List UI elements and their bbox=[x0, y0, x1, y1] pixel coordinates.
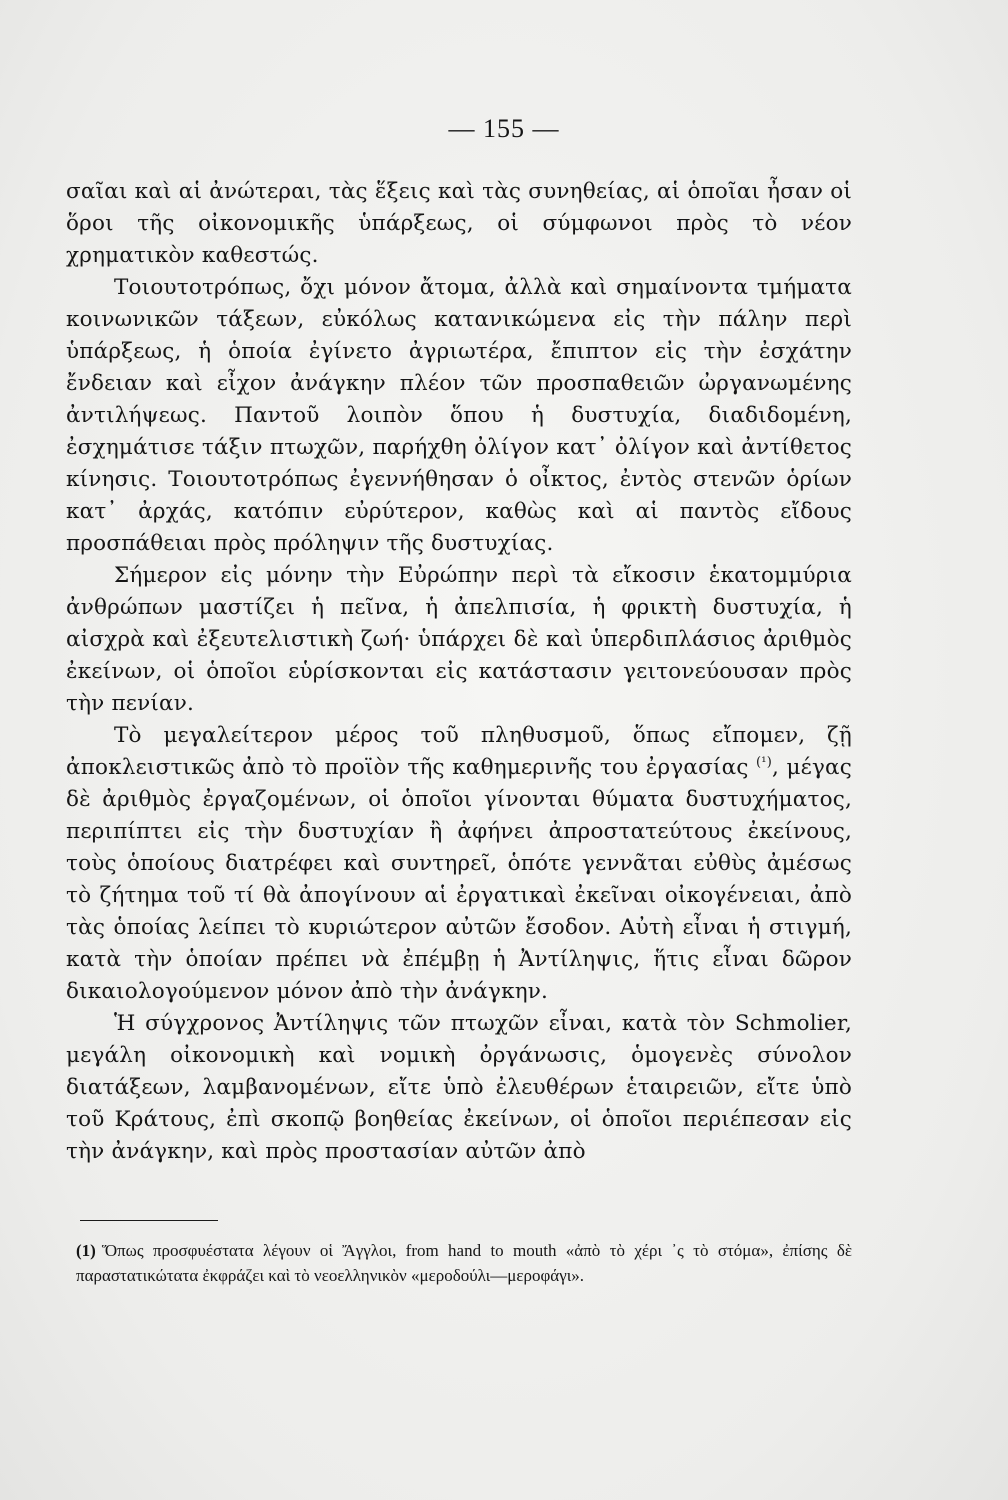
paragraph-2: Σήμερον εἰς μόνην τὴν Εὐρώπην περὶ τὰ εἴκοσιν ἑκατομμύρια ἀνθρώπων μαστίζει ἡ πεῖνα, ἡ ἀπελπισία, ἡ φρικτὴ δυστυχία, ἡ αἰσχρὰ καὶ ἐξευτελιστικὴ ζωή· ὑπάρχει δὲ καὶ ὑπερδιπλάσιος ἀριθμὸς ἐκείνων, οἱ ὁποῖοι εὑρίσκονται εἰς κατάστασιν γειτονεύουσαν πρὸς τὴν πενίαν. bbox=[66, 563, 852, 716]
paragraph-4: Ἡ σύγχρονος Ἀντίληψις τῶν πτωχῶν εἶναι, κατὰ τὸν Schmolier, μεγάλη οἰκονομικὴ καὶ νομικὴ ὀργάνωσις, ὁμογενὲς σύνολον διατάξεων, λαμβανομένων, εἴτε ὑπὸ ἐλευθέρων ἑταιρειῶν, εἴτε ὑπὸ τοῦ Κράτους, ἐπὶ σκοπῷ βοηθείας ἐκείνων, οἱ ὁποῖοι περιέπεσαν εἰς τὴν ἀνάγκην, καὶ πρὸς προστασίαν αὐτῶν ἀπὸ bbox=[66, 1011, 852, 1164]
paragraph-3-part-2: , μέγας δὲ ἀριθμὸς ἐργαζομένων, οἱ ὁποῖοι γίνονται θύματα δυστυχήματος, περιπίπτει εἰς τὴν δυστυχίαν ἢ ἀφήνει ἀπροστατεύτους ἐκείνους, τοὺς ὁποίους διατρέφει καὶ συντηρεῖ, ὁπότε γεννᾶται εὐθὺς ἀμέσως τὸ ζήτημα τοῦ τί θὰ ἀπογίνουν αἱ ἐργατικαὶ ἐκεῖναι οἰκογένειαι, ἀπὸ τὰς ὁποίας λείπει τὸ κυριώτερον αὐτῶν ἔσοδον. Αὐτὴ εἶναι ἡ στιγμή, κατὰ τὴν ὁποίαν πρέπει νὰ ἐπέμβῃ ἡ Ἀντίληψις, ἥτις εἶναι δῶρον δικαιολογούμενον μόνον ἀπὸ τὴν ἀνάγκην. bbox=[66, 755, 852, 1004]
page-number: — 155 — bbox=[448, 114, 560, 143]
footnote bbox=[76, 1238, 852, 1288]
footnote-divider bbox=[80, 1220, 218, 1221]
paragraph-3-part-1: Τὸ μεγαλείτερον μέρος τοῦ πληθυσμοῦ, ὅπως εἴπομεν, ζῇ ἀποκλειστικῶς ἀπὸ τὸ προϊὸν τῆς καθημερινῆς του ἐργασίας bbox=[66, 723, 852, 780]
footnote-text: Ὅπως προσφυέστατα λέγουν οἱ Ἄγγλοι, from hand to mouth «ἀπὸ τὸ χέρι ᾽ς τὸ στόμα», ἐπίσης δὲ παραστατικώτατα ἐκφράζει καὶ τὸ νεοελληνικὸν «μεροδούλι—μεροφάγι». bbox=[76, 1241, 852, 1285]
paragraph-3 bbox=[66, 720, 852, 1008]
footnote-marker: (1) bbox=[76, 1241, 96, 1260]
paragraph-1: Τοιουτοτρόπως, ὄχι μόνον ἄτομα, ἀλλὰ καὶ σημαίνοντα τμήματα κοινωνικῶν τάξεων, εὐκόλως κατανικώμενα εἰς τὴν πάλην περὶ ὑπάρξεως, ἡ ὁποία ἐγίνετο ἀγριωτέρα, ἔπιπτον εἰς τὴν ἐσχάτην ἔνδειαν καὶ εἶχον ἀνάγκην πλέον τῶν προσπαθειῶν ὠργανωμένης ἀντιλήψεως. Παντοῦ λοιπὸν ὅπου ἡ δυστυχία, διαδιδομένη, ἐσχημάτισε τάξιν πτωχῶν, παρήχθη ὀλίγον κατ᾽ ὀλίγον καὶ ἀντίθετος κίνησις. Τοιουτοτρόπως ἐγεννήθησαν ὁ οἶκτος, ἐντὸς στενῶν ὁρίων κατ᾽ ἀρχάς, κατόπιν εὐρύτερον, καθὼς καὶ αἱ παντὸς εἴδους προσπάθειαι πρὸς πρόληψιν τῆς δυστυχίας. bbox=[66, 275, 852, 556]
footnote-reference: (¹) bbox=[756, 754, 772, 770]
body-text bbox=[66, 176, 852, 1168]
paragraph-continuation: σαῖαι καὶ αἱ ἀνώτεραι, τὰς ἕξεις καὶ τὰς συνηθείας, αἱ ὁποῖαι ἦσαν οἱ ὅροι τῆς οἰκονομικῆς ὑπάρξεως, οἱ σύμφωνοι πρὸς τὸ νέον χρηματικὸν καθεστώς. bbox=[66, 179, 852, 268]
